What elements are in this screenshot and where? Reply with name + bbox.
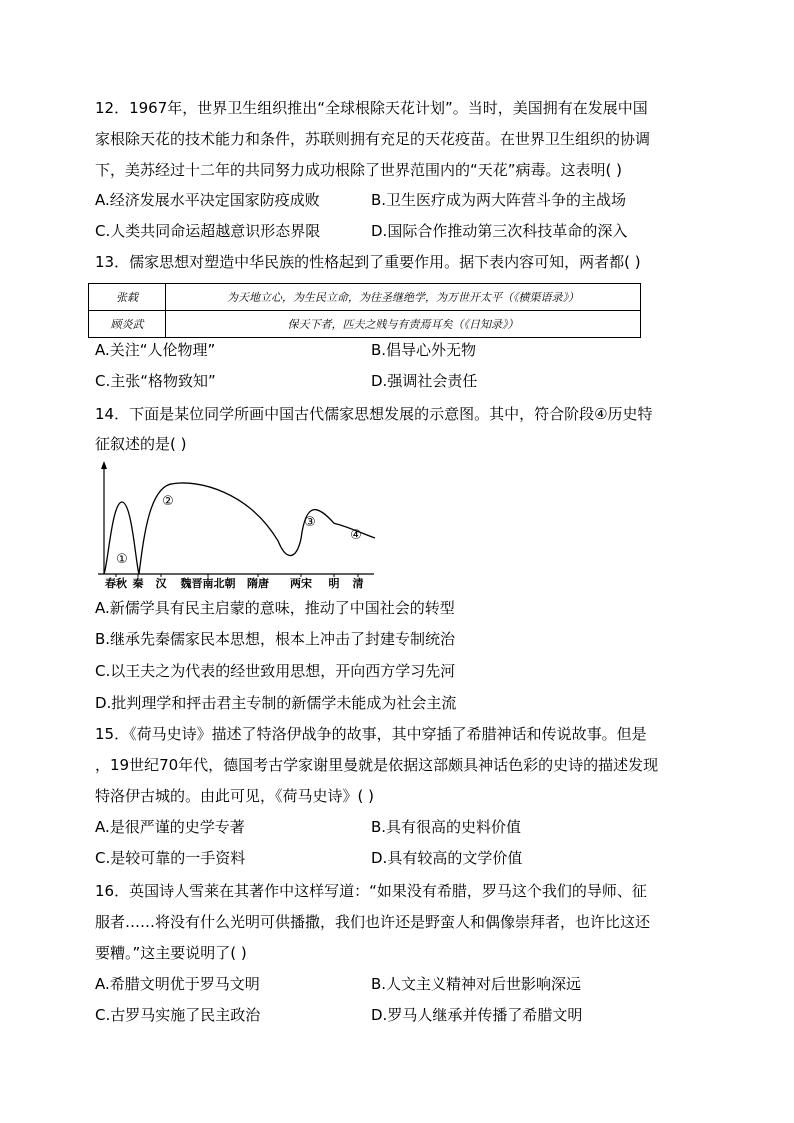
table-cell-name: 顾炎武 [89,311,166,338]
development-curve [104,483,375,574]
x-tick-label: 秦 [132,577,144,590]
q12-stem-line-2: 家根除天花的技术能力和条件，苏联则拥有充足的天花疫苗。在世界卫生组织的协调 [95,130,651,148]
q12-stem-line-1: 12．1967年，世界卫生组织推出“全球根除天花计划”。当时，美国拥有在发展中国 [95,99,648,117]
table-cell-quote: 为天地立心，为生民立命，为往圣继绝学，为万世开太平（《横渠语录》） [166,284,641,311]
table-row [89,284,641,311]
q16-stem-line-1: 16．英国诗人雪莱在其著作中这样写道：“如果没有希腊，罗马这个我们的导师、征 [95,882,647,900]
x-tick-label: 春秋 [105,577,127,590]
stage-marker-4: ④ [350,528,362,543]
q16-stem-line-3: 要糟。”这主要说明了( ) [95,944,247,962]
x-tick-label: 魏晋南北朝 [180,577,236,590]
q13-option-b: B.倡导心外无物 [371,341,477,359]
stage-marker-3: ③ [304,515,316,530]
q12-stem-line-3: 下，美苏经过十二年的共同努力成功根除了世界范围内的“天花”病毒。这表明( ) [95,161,623,179]
q13-option-a: A.关注“人伦物理” [95,341,216,359]
q16-option-a: A.希腊文明优于罗马文明 [95,975,260,993]
confucianism-development-chart [88,458,388,590]
x-tick-label: 汉 [155,577,167,590]
q15-stem-line-3: 特洛伊古城的。由此可见，《荷马史诗》( ) [95,787,374,805]
y-axis-arrow-icon [101,461,107,469]
q14-stem-line-2: 征叙述的是( ) [95,435,187,453]
q16-option-b: B.人文主义精神对后世影响深远 [371,975,582,993]
q14-option-d: D.批判理学和抨击君主专制的新儒学未能成为社会主流 [95,694,457,712]
q15-option-b: B.具有很高的史料价值 [371,818,522,836]
q16-option-c: C.古罗马实施了民主政治 [95,1006,261,1024]
table-cell-quote: 保天下者，匹夫之贱与有责焉耳矣（《日知录》） [166,311,641,338]
q13-quote-table [88,283,641,338]
x-tick-label: 明 [328,577,340,590]
q15-option-a: A.是很严谨的史学专著 [95,818,245,836]
x-tick-label: 隋唐 [247,577,269,590]
q12-option-a: A.经济发展水平决定国家防疫成败 [95,191,320,209]
q15-stem-line-2: ，19世纪70年代，德国考古学家谢里曼就是依据这部颇具神话色彩的史诗的描述发现 [95,756,659,774]
q15-option-c: C.是较可靠的一手资料 [95,849,246,867]
q12-option-c: C.人类共同命运超越意识形态界限 [95,222,321,240]
q12-option-d: D.国际合作推动第三次科技革命的深入 [371,222,628,240]
q15-stem-line-1: 15．《荷马史诗》描述了特洛伊战争的故事，其中穿插了希腊神话和传说故事。但是 [95,725,647,743]
table-cell-name: 张载 [89,284,166,311]
stage-marker-2: ② [162,494,174,509]
q16-stem-line-2: 服者……将没有什么光明可供播撒，我们也许还是野蛮人和偶像崇拜者，也许比这还 [95,913,651,931]
stage-marker-1: ① [116,552,128,567]
x-tick-label: 清 [352,577,364,590]
q14-option-b: B.继承先秦儒家民本思想，根本上冲击了封建专制统治 [95,630,456,648]
q14-stem-line-1: 14．下面是某位同学所画中国古代儒家思想发展的示意图。其中，符合阶段④历史特 [95,405,653,423]
x-tick-label: 两宋 [290,577,312,590]
q13-option-d: D.强调社会责任 [371,372,478,390]
q16-option-d: D.罗马人继承并传播了希腊文明 [371,1006,583,1024]
q12-option-b: B.卫生医疗成为两大阵营斗争的主战场 [371,191,627,209]
q14-option-c: C.以王夫之为代表的经世致用思想，开向西方学习先河 [95,662,456,680]
q14-option-a: A.新儒学具有民主启蒙的意味，推动了中国社会的转型 [95,599,455,617]
table-row [89,311,641,338]
q15-option-d: D.具有较高的文学价值 [371,849,523,867]
q13-stem: 13．儒家思想对塑造中华民族的性格起到了重要作用。据下表内容可知，两者都( ) [95,253,641,271]
q13-option-c: C.主张“格物致知” [95,372,216,390]
